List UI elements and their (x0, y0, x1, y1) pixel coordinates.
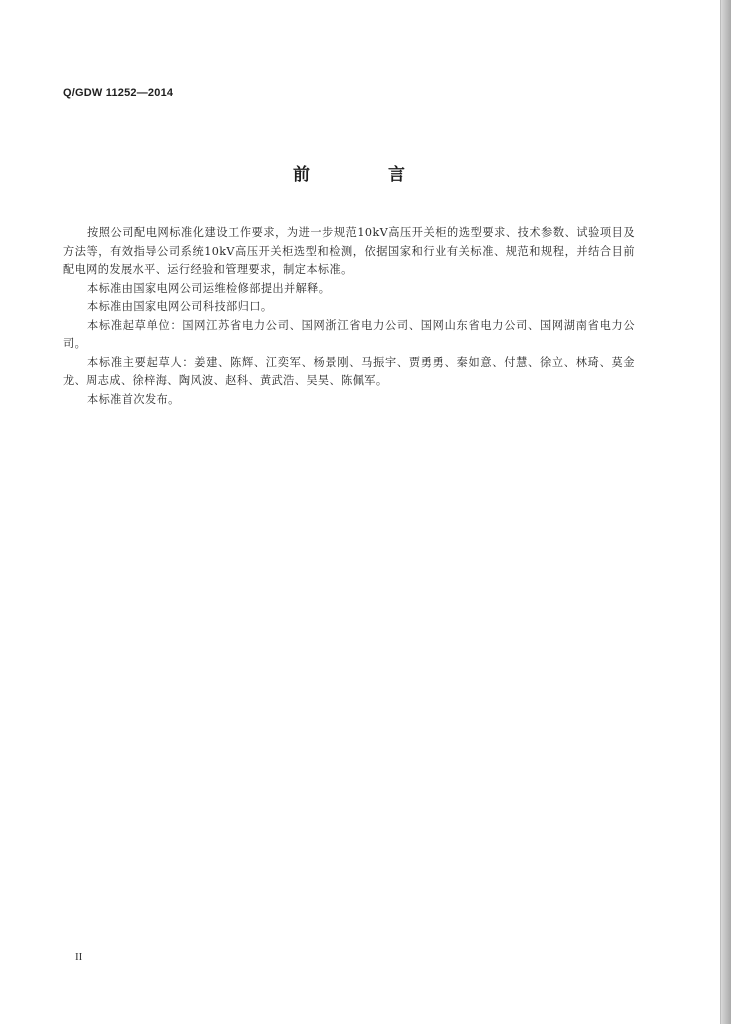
paragraph-drafting-units: 本标准起草单位：国网江苏省电力公司、国网浙江省电力公司、国网山东省电力公司、国网湖南省电力公司。 (63, 318, 635, 350)
paragraph-administrator: 本标准由国家电网公司科技部归口。 (87, 300, 273, 313)
foreword-body (63, 224, 635, 409)
paragraph-proposer: 本标准由国家电网公司运维检修部提出并解释。 (87, 281, 331, 295)
paragraph-drafters: 本标准主要起草人：姜建、陈辉、江奕军、杨景刚、马振宇、贾勇勇、秦如意、付慧、徐立、林琦、莫金龙、周志成、徐梓海、陶风波、赵科、黄武浩、吴昊、陈佩军。 (63, 355, 635, 387)
title-char-2: 言 (388, 165, 405, 185)
page-title (293, 160, 413, 184)
scan-edge (721, 0, 731, 1024)
title-char-1: 前 (293, 165, 310, 185)
page-number: II (75, 951, 83, 963)
paragraph-first-release: 本标准首次发布。 (87, 392, 180, 406)
standard-code: Q/GDW 11252—2014 (63, 87, 174, 99)
paragraph-purpose: 按照公司配电网标准化建设工作要求，为进一步规范10kV高压开关柜的选型要求、技术参数、试验项目及方法等，有效指导公司系统10kV高压开关柜选型和检测，依据国家和行业有关标准、规范和规程，并结合目前配电网的发展水平、运行经验和管理要求，制定本标准。 (63, 226, 635, 276)
